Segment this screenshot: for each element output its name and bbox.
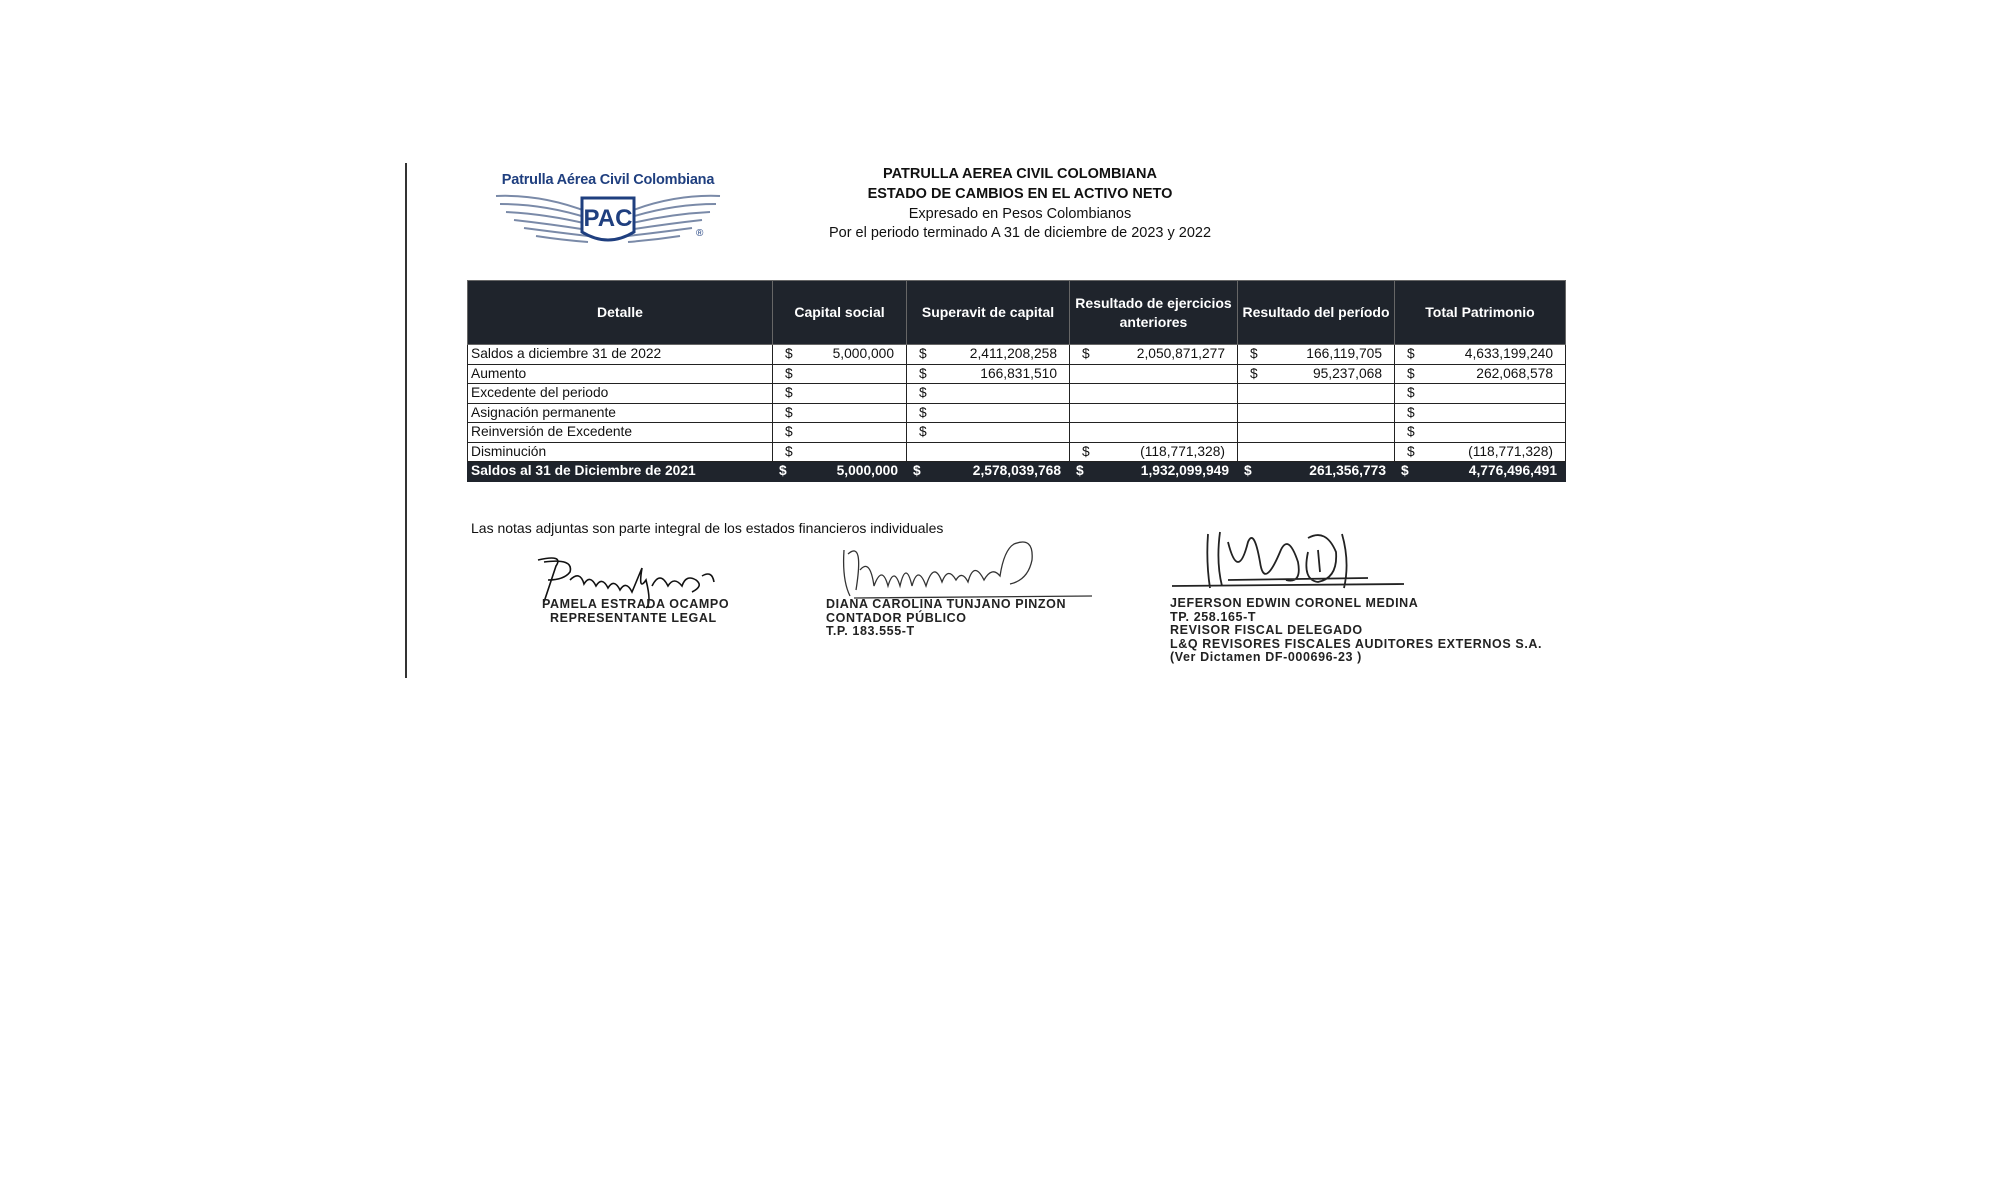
statement-currency: Expresado en Pesos Colombianos <box>908 206 1132 222</box>
cell-value: 166,831,510 <box>980 365 1057 381</box>
cell-value: 5,000,000 <box>832 346 894 362</box>
table-cell <box>1395 384 1566 404</box>
row-label: Saldos a diciembre 31 de 2022 <box>468 345 773 365</box>
currency-symbol: $ <box>1407 365 1415 381</box>
currency-symbol: $ <box>1407 385 1415 401</box>
table-cell <box>907 364 1070 384</box>
column-header: Resultado de ejercicios anteriores <box>1070 281 1238 345</box>
table-cell <box>1238 364 1395 384</box>
currency-symbol: $ <box>1407 346 1415 362</box>
currency-symbol: $ <box>785 424 793 440</box>
signer-firm: L&Q REVISORES FISCALES AUDITORES EXTERNOS S.A. <box>1170 636 1543 651</box>
table-cell <box>1395 403 1566 423</box>
table-cell <box>1070 442 1238 462</box>
table-cell <box>1395 423 1566 443</box>
table-header-row <box>468 281 1566 345</box>
table-cell <box>1238 462 1395 482</box>
row-label: Disminución <box>468 442 773 462</box>
cell-value: 1,932,099,949 <box>1140 463 1229 479</box>
notes-disclaimer: Las notas adjuntas son parte integral de los estados financieros individuales <box>471 520 944 536</box>
signer-license: TP. 258.165-T <box>1170 609 1257 624</box>
table-row <box>468 403 1566 423</box>
currency-symbol: $ <box>1076 463 1084 479</box>
left-margin-line <box>405 163 407 678</box>
table-cell <box>1070 364 1238 384</box>
table-cell <box>1395 462 1566 482</box>
currency-symbol: $ <box>1082 443 1090 459</box>
signer-license: T.P. 183.555-T <box>826 624 915 639</box>
currency-symbol: $ <box>785 365 793 381</box>
table-cell <box>907 403 1070 423</box>
table-cell <box>1070 462 1238 482</box>
table-cell <box>1070 345 1238 365</box>
table-cell <box>1238 423 1395 443</box>
table-cell <box>773 384 907 404</box>
currency-symbol: $ <box>919 404 927 420</box>
column-header: Capital social <box>773 281 907 345</box>
equity-changes-table <box>467 280 1566 482</box>
currency-symbol: $ <box>1082 346 1090 362</box>
signer-role: REVISOR FISCAL DELEGADO <box>1170 623 1363 638</box>
currency-symbol: $ <box>1407 424 1415 440</box>
cell-value: 261,356,773 <box>1309 463 1386 479</box>
cell-value: 2,578,039,768 <box>972 463 1061 479</box>
cell-value: 5,000,000 <box>836 463 898 479</box>
row-label: Asignación permanente <box>468 403 773 423</box>
table-cell <box>907 384 1070 404</box>
cell-value: 166,119,705 <box>1306 346 1382 362</box>
currency-symbol: $ <box>1250 365 1258 381</box>
table-row <box>468 345 1566 365</box>
table-total-row <box>468 462 1566 482</box>
table-cell <box>1238 345 1395 365</box>
logo-text: Patrulla Aérea Civil Colombiana <box>501 172 715 188</box>
currency-symbol: $ <box>785 346 793 362</box>
table-cell <box>907 462 1070 482</box>
row-label: Excedente del periodo <box>468 384 773 404</box>
table-cell <box>773 462 907 482</box>
table-cell <box>773 364 907 384</box>
column-header: Resultado del período <box>1238 281 1395 345</box>
signature-jeferson-image <box>1168 522 1408 602</box>
table-cell <box>773 423 907 443</box>
currency-symbol: $ <box>913 463 921 479</box>
table-cell <box>1238 403 1395 423</box>
column-header: Detalle <box>468 281 773 345</box>
table-cell <box>907 423 1070 443</box>
row-label: Aumento <box>468 364 773 384</box>
winged-badge-icon <box>492 186 724 258</box>
table-cell <box>1238 384 1395 404</box>
table-row <box>468 442 1566 462</box>
signer-name: JEFERSON EDWIN CORONEL MEDINA <box>1170 596 1419 610</box>
row-label: Saldos al 31 de Diciembre de 2021 <box>468 462 773 482</box>
table-cell <box>907 442 1070 462</box>
signer-role: REPRESENTANTE LEGAL <box>550 610 717 625</box>
signature-block-legal-rep <box>542 598 729 625</box>
currency-symbol: $ <box>919 424 927 440</box>
table-row <box>468 384 1566 404</box>
cell-value: 95,237,068 <box>1312 365 1382 381</box>
currency-symbol: $ <box>1401 463 1409 479</box>
registered-mark: ® <box>696 228 704 239</box>
cell-value: 4,776,496,491 <box>1468 463 1557 479</box>
currency-symbol: $ <box>1407 404 1415 420</box>
table-cell <box>1070 423 1238 443</box>
row-label: Reinversión de Excedente <box>468 423 773 443</box>
table-cell <box>1070 384 1238 404</box>
signature-block-accountant <box>826 598 1066 639</box>
table-cell <box>1070 403 1238 423</box>
table-cell <box>907 345 1070 365</box>
statement-period: Por el periodo terminado A 31 de diciembre de 2023 y 2022 <box>828 225 1212 241</box>
signer-role: CONTADOR PÚBLICO <box>826 610 967 625</box>
table-cell <box>773 442 907 462</box>
column-header: Superavit de capital <box>907 281 1070 345</box>
table-cell <box>1395 442 1566 462</box>
currency-symbol: $ <box>785 404 793 420</box>
table-cell <box>1238 442 1395 462</box>
column-header: Total Patrimonio <box>1395 281 1566 345</box>
currency-symbol: $ <box>779 463 787 479</box>
cell-value: 2,050,871,277 <box>1136 346 1225 362</box>
table-cell <box>773 345 907 365</box>
currency-symbol: $ <box>919 346 927 362</box>
signer-reference: (Ver Dictamen DF-000696-23 ) <box>1170 650 1362 665</box>
currency-symbol: $ <box>785 385 793 401</box>
cell-value: (118,771,328) <box>1140 443 1225 459</box>
currency-symbol: $ <box>919 365 927 381</box>
statement-title: ESTADO DE CAMBIOS EN EL ACTIVO NETO <box>867 186 1173 202</box>
cell-value: 2,411,208,258 <box>969 346 1057 362</box>
signature-block-auditor <box>1170 597 1542 665</box>
currency-symbol: $ <box>1244 463 1252 479</box>
cell-value: 4,633,199,240 <box>1464 346 1553 362</box>
signer-name: DIANA CAROLINA TUNJANO PINZON <box>826 597 1067 611</box>
company-name: PATRULLA AEREA CIVIL COLOMBIANA <box>883 166 1157 182</box>
table-row <box>468 364 1566 384</box>
pac-logo <box>492 170 724 258</box>
currency-symbol: $ <box>1407 443 1415 459</box>
currency-symbol: $ <box>1250 346 1258 362</box>
table-cell <box>773 403 907 423</box>
table-cell <box>1395 364 1566 384</box>
signer-name: PAMELA ESTRADA OCAMPO <box>542 597 730 611</box>
logo-badge-text: PAC <box>583 205 633 232</box>
currency-symbol: $ <box>785 443 793 459</box>
table-cell <box>1395 345 1566 365</box>
cell-value: 262,068,578 <box>1476 365 1553 381</box>
currency-symbol: $ <box>919 385 927 401</box>
cell-value: (118,771,328) <box>1468 443 1553 459</box>
table-row <box>468 423 1566 443</box>
